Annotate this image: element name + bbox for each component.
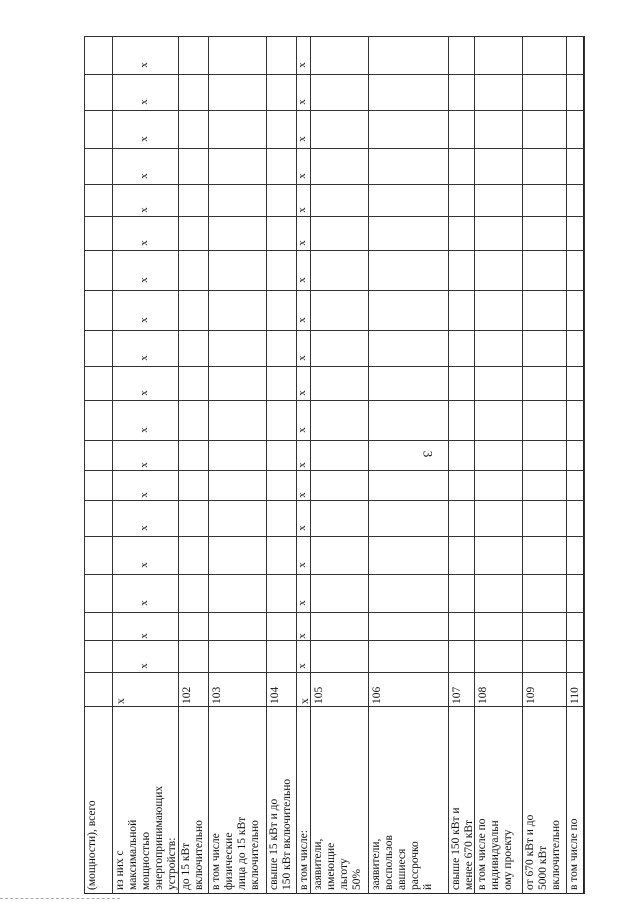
row-code: 103 [211,686,223,704]
x-mark: x [137,390,150,396]
x-mark: x [137,600,150,606]
row-label: (мощности), всего [86,800,98,890]
row-code: 104 [269,686,281,704]
column-divider [84,574,584,575]
row-label: в том числе по [568,818,580,890]
column-divider [84,74,584,75]
x-mark: x [137,317,150,323]
row-divider [208,36,209,894]
row-code: 105 [313,686,325,704]
column-divider [84,536,584,537]
label-code-divider [84,706,584,707]
x-mark: x [295,525,308,531]
x-mark: x [295,277,308,283]
x-mark: x [137,355,150,361]
column-divider [84,440,584,441]
x-mark: x [295,492,308,498]
x-mark: x [137,462,150,468]
row-code: x [299,698,311,704]
row-divider [112,36,113,894]
column-divider [84,148,584,149]
row-divider [84,36,85,894]
x-mark: x [137,99,150,105]
x-mark: x [137,525,150,531]
x-mark: x [137,562,150,568]
column-divider [84,250,584,251]
column-divider [84,612,584,613]
row-label: заявители, воспользов авшиеся рассрочко й [370,835,434,890]
x-mark: x [295,600,308,606]
row-label: в том числе физические лица до 15 кВт включительно [210,816,261,890]
row-divider [448,36,449,894]
column-divider [84,110,584,111]
column-divider [84,36,584,37]
x-mark: x [295,317,308,323]
row-label: заявители, имеющие льготу 50% [312,838,363,890]
row-divider [566,36,567,894]
x-mark: x [137,62,150,68]
row-code: 109 [525,686,537,704]
x-mark: x [137,663,150,669]
x-mark: x [137,173,150,179]
row-label: до 15 кВт включительно [180,820,205,890]
x-mark: x [137,427,150,433]
row-label: в том числе: [298,830,310,890]
row-label: свыше 150 кВт и менее 670 кВт [450,807,475,890]
x-mark: x [137,136,150,142]
column-divider [84,184,584,185]
x-mark: x [137,207,150,213]
rotated-table [84,36,584,894]
row-divider [310,36,311,894]
row-code: 108 [477,686,489,704]
column-divider [84,470,584,471]
row-code: 102 [181,686,193,704]
column-divider [84,290,584,291]
x-mark: x [137,240,150,246]
row-label: от 670 кВт и до 5000 кВт включительно [524,814,562,890]
column-divider [84,640,584,641]
x-mark: x [137,633,150,639]
row-code: x [115,698,127,704]
footer-rule [0,898,120,900]
x-mark: x [137,492,150,498]
page-number: 3 [420,450,436,458]
x-mark: x [295,207,308,213]
x-mark: x [295,173,308,179]
row-label: свыше 15 кВт и до 150 кВт включительно [268,778,293,890]
x-mark: x [295,462,308,468]
row-divider [178,36,179,894]
x-mark: x [295,562,308,568]
x-mark: x [295,355,308,361]
row-code: 110 [569,687,581,704]
column-divider [84,400,584,401]
row-code: 106 [371,686,383,704]
x-mark: x [295,390,308,396]
x-mark: x [295,240,308,246]
x-mark: x [295,136,308,142]
column-divider [84,500,584,501]
x-mark: x [137,277,150,283]
column-divider [84,216,584,217]
row-divider [522,36,523,894]
x-mark: x [295,427,308,433]
column-divider [84,330,584,331]
x-mark: x [295,62,308,68]
x-mark: x [295,663,308,669]
row-label: в том числе по индивидуальн ому проекту [476,818,514,890]
row-label: из них с максимальной мощностью энергопринимающих устройств: [114,785,178,890]
row-divider [474,36,475,894]
column-divider [84,366,584,367]
row-divider [368,36,369,894]
row-divider [266,36,267,894]
x-mark: x [295,99,308,105]
row-code: 107 [451,686,463,704]
column-divider [84,672,584,673]
x-mark: x [295,633,308,639]
row-divider [584,36,585,894]
